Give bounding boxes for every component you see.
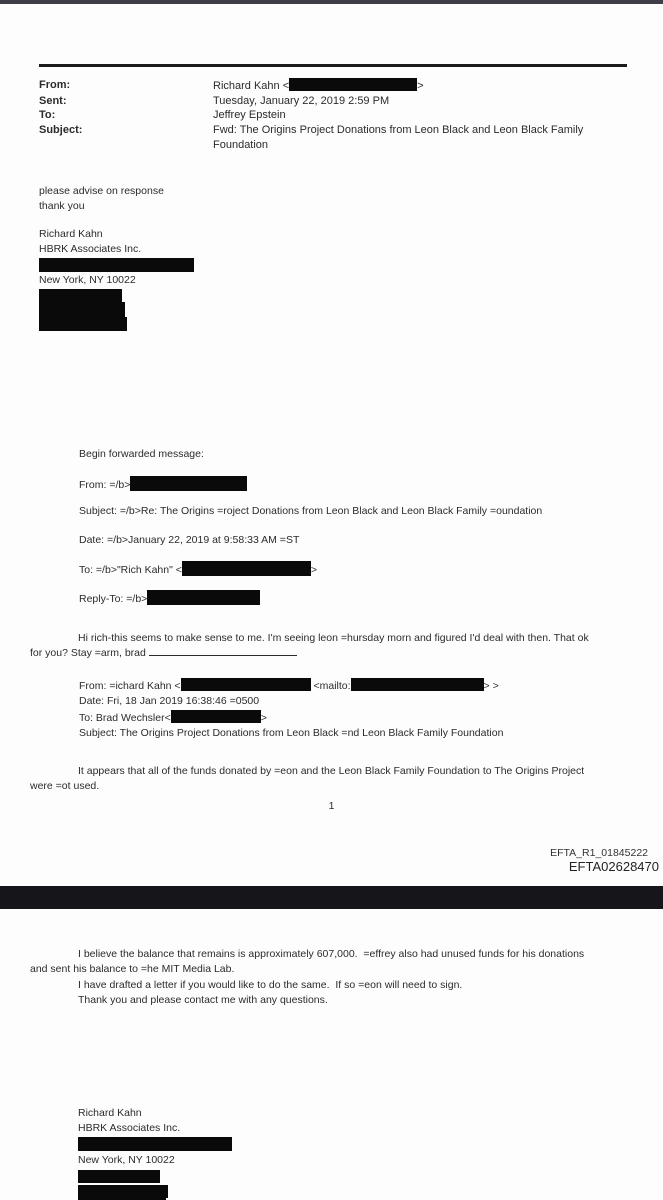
paragraph-line: I have drafted a letter if you would like to do the same. If so =eon will need to sign. <box>78 978 463 991</box>
redaction-bar <box>147 590 260 605</box>
header-field-value: Jeffrey Epstein <box>213 109 286 122</box>
redaction-bar <box>351 678 484 691</box>
redaction-bar <box>130 476 247 491</box>
redaction-bar <box>171 710 261 723</box>
bates-number-small: EFTA_R1_01845222 <box>550 847 648 859</box>
signature-company: HBRK Associates Inc. <box>78 1122 181 1135</box>
forwarded-from: From: =/b> <box>79 476 542 491</box>
header-row-sent <box>39 94 633 109</box>
intro-line: thank you <box>39 199 85 212</box>
quoted-from: From: =ichard Kahn < <mailto: > > <box>79 680 499 692</box>
forwarded-message-header <box>79 447 542 618</box>
signature-underline <box>149 654 297 656</box>
header-field-label: Subject: <box>39 124 83 137</box>
header-row-to <box>39 108 633 123</box>
paragraph-line: I believe the balance that remains is approximately 607,000. =effrey also had unused funds for his donations <box>78 948 585 960</box>
redaction-bar <box>39 289 122 302</box>
redaction-bar <box>78 1137 232 1151</box>
header-field-value <box>213 123 633 152</box>
paragraph-line: and sent his balance to =he MIT Media Lab. <box>30 963 235 976</box>
signature-name: Richard Kahn <box>39 228 103 240</box>
forwarded-subject: Subject: =/b>Re: The Origins =roject Donations from Leon Black and Leon Black Family =oundation <box>79 505 543 517</box>
signature-name: Richard Kahn <box>78 1107 142 1119</box>
paragraph-line: were =ot used. <box>30 780 100 793</box>
header-row-subject <box>39 123 633 152</box>
redaction-bar <box>39 258 194 272</box>
paragraph-line: Thank you and please contact me with any questions. <box>78 994 328 1007</box>
header-field-label: Sent: <box>39 94 67 107</box>
forwarded-begin: Begin forwarded message: <box>79 448 204 460</box>
paragraph-line: Hi rich-this seems to make sense to me. I'm seeing leon =hursday morn and figured I'd deal with then. That ok <box>78 632 589 644</box>
intro-line: please advise on response <box>39 185 164 197</box>
signature-company: HBRK Associates Inc. <box>39 243 142 256</box>
redaction-bar <box>289 78 417 91</box>
quoted-message-header <box>79 678 503 741</box>
redaction-bar <box>78 1185 168 1198</box>
scan-artifact-top-strip <box>0 0 663 4</box>
quoted-date: Date: Fri, 18 Jan 2019 16:38:46 =0500 <box>79 695 260 708</box>
email-header <box>39 78 633 153</box>
subject-line-2: Foundation <box>213 138 269 151</box>
bates-number-large: EFTA02628470 <box>568 859 659 874</box>
header-row-from <box>39 78 633 94</box>
redaction-bar <box>181 678 311 691</box>
paragraph-line: It appears that all of the funds donated by =eon and the Leon Black Family Foundation to The Origins Project <box>78 765 585 777</box>
forwarded-date: Date: =/b>January 22, 2019 at 9:58:33 AM =ST <box>79 533 300 546</box>
redaction-bar <box>182 561 311 576</box>
redaction-bar <box>78 1170 160 1183</box>
page-break-bar <box>0 886 663 909</box>
quoted-subject: Subject: The Origins Project Donations from Leon Black =nd Leon Black Family Foundation <box>79 726 504 739</box>
quoted-to: To: Brad Wechsler< > <box>79 711 267 724</box>
header-field-value: Tuesday, January 22, 2019 2:59 PM <box>213 94 390 107</box>
body-paragraph-balance <box>30 947 638 1009</box>
intro-note <box>39 184 164 213</box>
redaction-bar <box>39 317 127 331</box>
body-paragraph-funds <box>30 764 634 795</box>
body-paragraph-reply <box>30 631 634 662</box>
header-field-label: To: <box>39 109 56 122</box>
signature-city: New York, NY 10022 <box>39 274 136 287</box>
header-field-value: Richard Kahn < > <box>213 80 424 92</box>
signature-block-top <box>39 227 194 331</box>
signature-block-bottom <box>78 1106 232 1200</box>
forwarded-to: To: =/b>"Rich Kahn" < > <box>79 561 542 576</box>
signature-city: New York, NY 10022 <box>78 1154 175 1167</box>
forwarded-reply-to: Reply-To: =/b> <box>79 590 542 605</box>
redaction-bar <box>39 302 125 317</box>
subject-line-1: Fwd: The Origins Project Donations from Leon Black and Leon Black Family <box>213 124 584 137</box>
paragraph-line: for you? Stay =arm, brad <box>30 646 634 661</box>
page-number: 1 <box>328 800 335 812</box>
header-divider-rule <box>39 64 627 67</box>
header-field-label: From: <box>39 79 71 91</box>
